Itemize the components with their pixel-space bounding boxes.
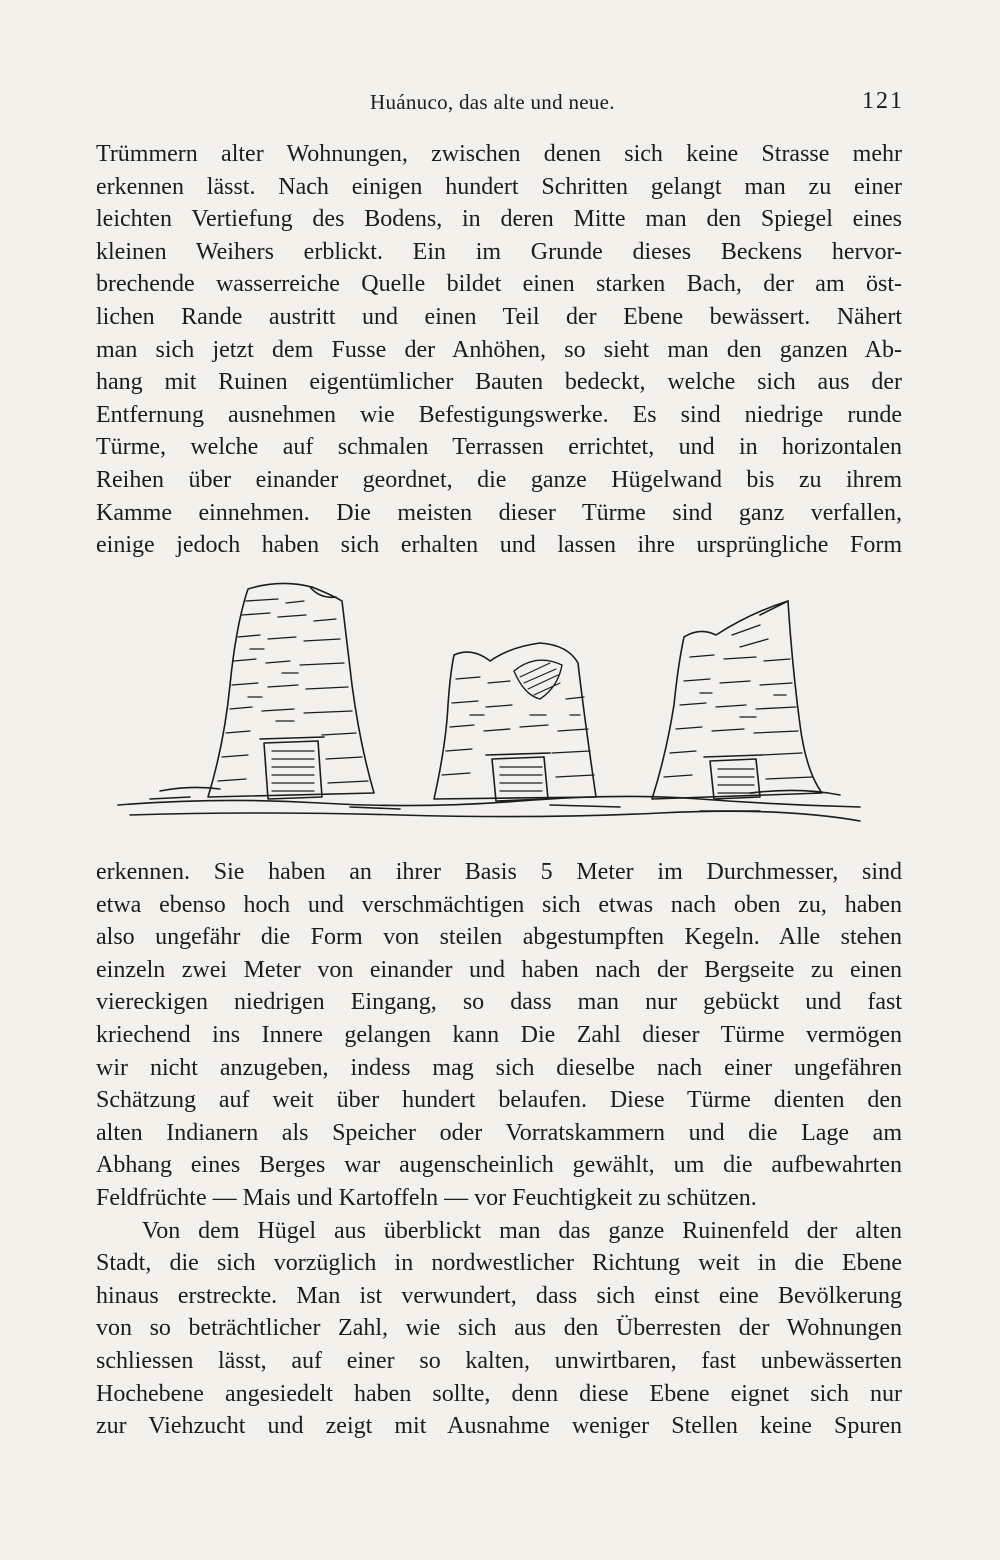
text-line: hinaus erstreckte. Man ist verwundert, dass sich einst eine Bevölkerung	[96, 1282, 902, 1309]
text-line: von so beträchtlicher Zahl, wie sich aus den Überresten der Wohnungen	[96, 1315, 902, 1342]
text-line: man sich jetzt dem Fusse der Anhöhen, so sieht man den ganzen Ab-	[96, 336, 902, 363]
text-line: schliessen lässt, auf einer so kalten, unwirtbaren, fast unbewässerten	[96, 1347, 902, 1374]
page-number: 121	[862, 88, 904, 114]
text-line: zur Viehzucht und zeigt mit Ausnahme weniger Stellen keine Spuren	[96, 1413, 902, 1440]
text-line: alten Indianern als Speicher oder Vorratskammern und die Lage am	[96, 1119, 902, 1146]
text-line: Reihen über einander geordnet, die ganze Hügelwand bis zu ihrem	[96, 466, 902, 493]
text-line: Schätzung auf weit über hundert belaufen. Diese Türme dienten den	[96, 1087, 902, 1114]
text-line: hang mit Ruinen eigentümlicher Bauten bedeckt, welche sich aus der	[96, 369, 902, 396]
text-line: etwa ebenso hoch und verschmächtigen sich etwas nach oben zu, haben	[96, 891, 902, 918]
text-line: also ungefähr die Form von steilen abgestumpften Kegeln. Alle stehen	[96, 924, 902, 951]
text-line: brechende wasserreiche Quelle bildet einen starken Bach, der am öst-	[96, 271, 902, 298]
text-line: wir nicht anzugeben, indess mag sich dieselbe nach einer ungefähren	[96, 1054, 902, 1081]
text-line: einzeln zwei Meter von einander und haben nach der Bergseite zu einen	[96, 956, 902, 983]
text-line: Entfernung ausnehmen wie Befestigungswerke. Es sind niedrige runde	[96, 401, 902, 428]
text-line: Abhang eines Berges war augenscheinlich gewählt, um die aufbewahrten	[96, 1152, 902, 1179]
text-line: erkennen. Sie haben an ihrer Basis 5 Meter im Durchmesser, sind	[96, 859, 902, 885]
tower-left	[208, 583, 374, 799]
text-line: Türme, welche auf schmalen Terrassen errichtet, und in horizontalen	[96, 434, 902, 461]
running-title: Huánuco, das alte und neue.	[370, 90, 615, 114]
text-line: Trümmern alter Wohnungen, zwischen denen sich keine Strasse mehr	[96, 141, 902, 167]
text-line: Kamme einnehmen. Die meisten dieser Türme sind ganz verfallen,	[96, 499, 902, 526]
text-line: viereckigen niedrigen Eingang, so dass man nur gebückt und fast	[96, 989, 902, 1016]
text-line: Hochebene angesiedelt haben sollte, denn diese Ebene eignet sich nur	[96, 1380, 902, 1407]
text-line: Feldfrüchte — Mais und Kartoffeln — vor Feuchtigkeit zu schützen.	[96, 1184, 757, 1211]
text-line: leichten Vertiefung des Bodens, in deren Mitte man den Spiegel eines	[96, 206, 902, 233]
text-line: lichen Rande austritt und einen Teil der Ebene bewässert. Nähert	[96, 303, 902, 330]
text-line: Stadt, die sich vorzüglich in nordwestlicher Richtung weit in die Ebene	[96, 1250, 902, 1277]
tower-right	[652, 601, 822, 799]
page-header	[0, 90, 1000, 120]
text-line: einige jedoch haben sich erhalten und lassen ihre ursprüngliche Form	[96, 532, 902, 559]
text-line: kriechend ins Innere gelangen kann Die Zahl dieser Türme vermögen	[96, 1021, 902, 1048]
text-line: Von dem Hügel aus überblickt man das ganze Ruinenfeld der alten	[142, 1217, 902, 1244]
text-line: erkennen lässt. Nach einigen hundert Schritten gelangt man zu einer	[96, 173, 902, 200]
text-block-top	[96, 138, 902, 562]
text-block-middle	[96, 856, 902, 1443]
text-line: kleinen Weihers erblickt. Ein im Grunde dieses Beckens hervor-	[96, 238, 902, 265]
stone-towers-illustration	[100, 575, 870, 835]
tower-middle	[434, 643, 596, 801]
